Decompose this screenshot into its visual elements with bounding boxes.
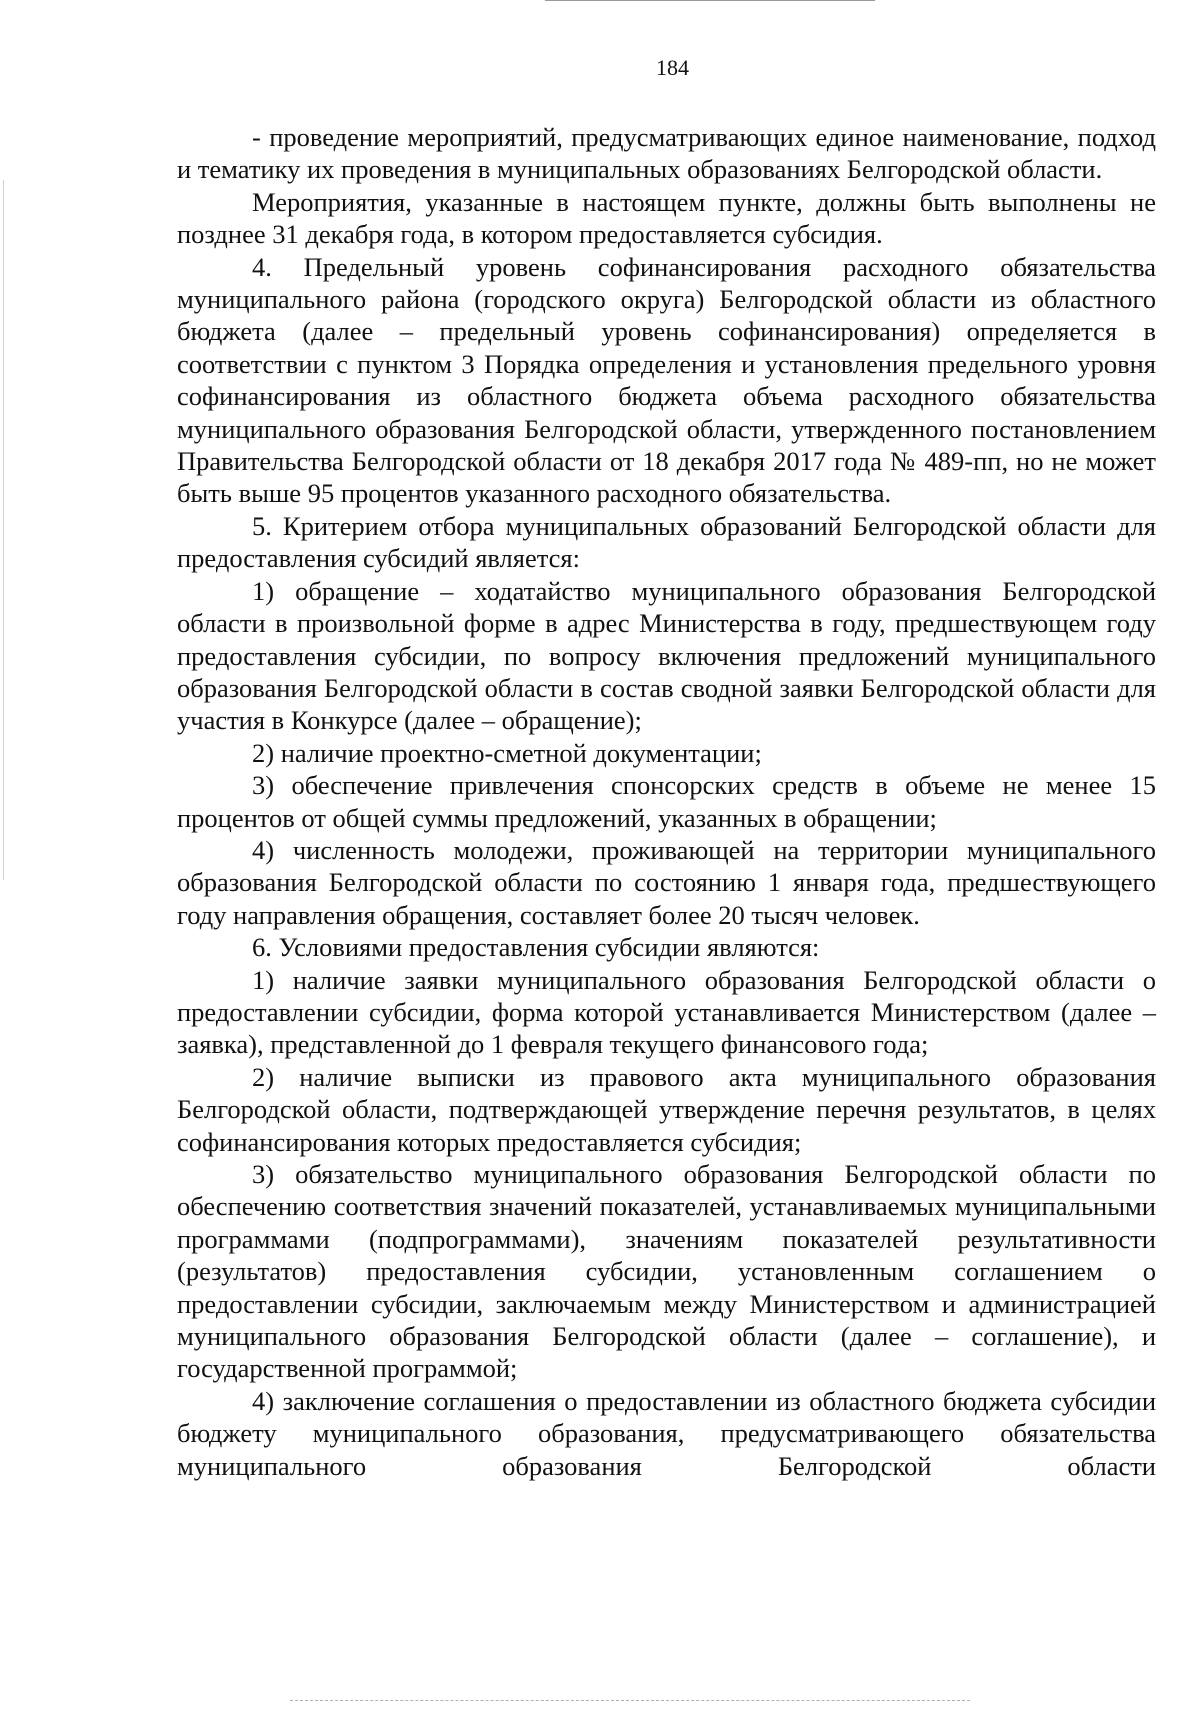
scan-artifact-top — [545, 0, 875, 1]
paragraph-events-naming: - проведение мероприятий, предусматривающих единое наименование, подход и тематику их проведения в муниципальных образованиях Белгородской области. — [177, 122, 1156, 185]
paragraph-item-4-cofinancing-level: 4. Предельный уровень софинансирования расходного обязательства муниципального района (городского округа) Белгородской области из областного бюджета (далее – предельный уровень софинансирования) определяется в соответствии с пунктом 3 Порядка определения и установления предельного уровня софинансирования из областного бюджета объема расходного обязательства муниципального образования Белгородской области, утвержденного постановлением Правительства Белгородской области от 18 декабря 2017 года № 489-пп, но не может быть выше 95 процентов указанного расходного обязательства. — [177, 251, 1156, 509]
paragraph-item-6-conditions: 6. Условиями предоставления субсидии являются: — [252, 932, 820, 963]
scan-artifact-bottom — [290, 1700, 970, 1701]
paragraph-condition-2-legal-act-extract: 2) наличие выписки из правового акта муниципального образования Белгородской области, подтверждающей утверждение перечня результатов, в целях софинансирования которых предоставляется субсидия; — [177, 1061, 1156, 1157]
document-body — [177, 121, 1156, 1482]
paragraph-criterion-3-sponsorship: 3) обеспечение привлечения спонсорских средств в объеме не менее 15 процентов от общей суммы предложений, указанных в обращении; — [177, 770, 1156, 833]
paragraph-condition-1-application: 1) наличие заявки муниципального образования Белгородской области о предоставлении субсидии, форма которой устанавливается Министерством (далее – заявка), представленной до 1 февраля текущего финансового года; — [177, 964, 1156, 1060]
paragraph-condition-3-obligation: 3) обязательство муниципального образования Белгородской области по обеспечению соответствия значений показателей, устанавливаемых муниципальными программами (подпрограммами), значениям показателей результативности (результатов) предоставления субсидии, установленным соглашением о предоставлении субсидии, заключаемым между Министерством и администрацией муниципального образования Белгородской области (далее – соглашение), и государственной программой; — [177, 1159, 1156, 1384]
paragraph-criterion-1-appeal: 1) обращение – ходатайство муниципального образования Белгородской области в произвольной форме в адрес Министерства в году, предшествующем году предоставления субсидии, по вопросу включения предложений муниципального образования Белгородской области в состав сводной заявки Белгородской области для участия в Конкурсе (далее – обращение); — [177, 575, 1156, 736]
page-number: 184 — [656, 55, 689, 80]
paragraph-criterion-4-youth-population: 4) численность молодежи, проживающей на территории муниципального образования Белгородской области по состоянию 1 января года, предшествующего году направления обращения, составляет более 20 тысяч человек. — [177, 834, 1156, 930]
paragraph-criterion-2-documentation: 2) наличие проектно-сметной документации; — [252, 737, 762, 768]
scan-artifact-left-edge — [3, 180, 4, 880]
paragraph-item-5-selection-criterion: 5. Критерием отбора муниципальных образований Белгородской области для предоставления субсидий является: — [177, 510, 1156, 574]
paragraph-deadline: Мероприятия, указанные в настоящем пункте, должны быть выполнены не позднее 31 декабря года, в котором предоставляется субсидия. — [177, 186, 1156, 250]
paragraph-condition-4-agreement: 4) заключение соглашения о предоставлении из областного бюджета субсидии бюджету муниципального образования, предусматривающего обязательства муниципального образования Белгородской области — [177, 1385, 1156, 1481]
